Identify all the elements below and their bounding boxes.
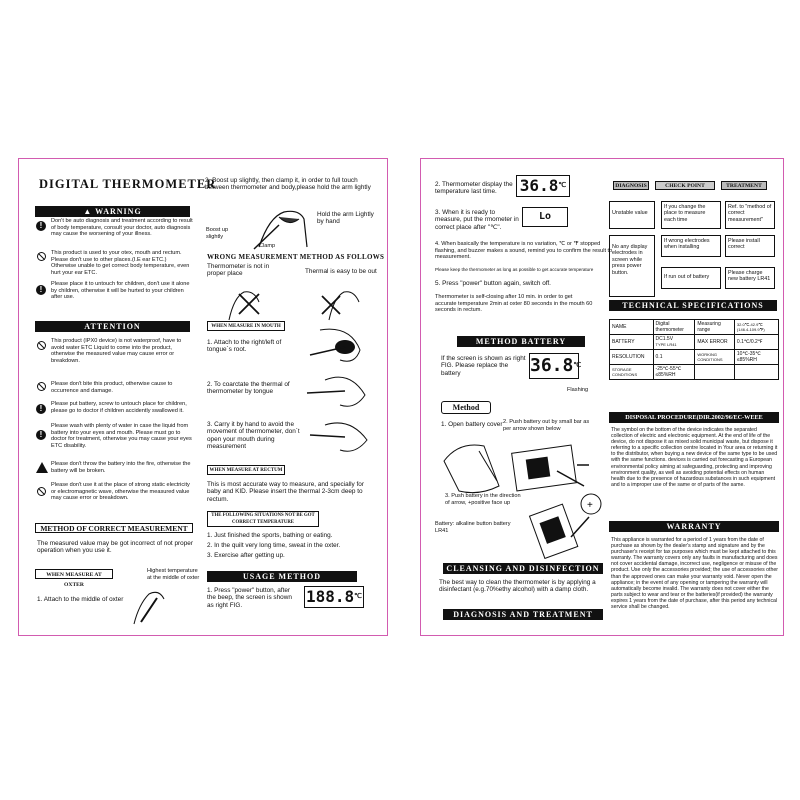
spec-row xyxy=(610,365,779,380)
oxter-header: WHEN MEASURE AT OXTER xyxy=(35,569,113,579)
method-tag: Method xyxy=(441,401,491,414)
no-icon xyxy=(37,341,46,350)
attention-text: Please wash with plenty of water in case the liquid from battery into your eyes and mouth. Please must go to doctor for treatment, otherwise you may cause your eyes ETC disability. xyxy=(51,423,192,449)
spec-label: Measuring range xyxy=(695,320,735,335)
spec-value: -25℃-55℃ ≤85%RH xyxy=(653,365,695,380)
correct-method-text: The measured value may be got incorrect of not proper operation when you use it. xyxy=(37,540,193,555)
battery-insert-illustration xyxy=(521,489,611,559)
attention-text: Please put battery, screw to untouch place for children, please go to doctor if children accidently swallowed it. xyxy=(51,401,187,414)
attention-text: Please don't bite this product, otherwise cause to occurrence and damage. xyxy=(51,381,173,394)
spec-value: 10℃-35℃ ≤85%RH xyxy=(734,350,778,365)
oxter-illustration xyxy=(129,584,169,629)
spec-table xyxy=(609,319,779,380)
document-title: DIGITAL THERMOMETER xyxy=(39,177,217,191)
flashing-caption: Flashing xyxy=(567,387,589,393)
spec-row xyxy=(610,320,779,335)
tech-spec-header: TECHNICAL SPECIFICATIONS xyxy=(609,300,777,311)
spec-label: RESOLUTION xyxy=(610,350,654,365)
diag-cell: Please charge new battery LR41 xyxy=(725,267,775,289)
lcd-lo: Lo xyxy=(522,207,568,227)
warning-header: ▲ WARNING xyxy=(35,206,190,217)
following-item: 1. Just finished the sports, bathing or eating. xyxy=(207,532,333,539)
warning-triangle-icon: ▲ xyxy=(83,207,93,216)
battery-header: METHOD BATTERY REPLACEMENT xyxy=(457,336,585,347)
clamp-step-text: 2. Boost up slightly, then clamp it, in order to full touch between thermometer and body,please hold the arm lightly xyxy=(205,177,371,192)
spec-value: 0.1 xyxy=(653,350,695,365)
disposal-header: DISPOSAL PROCEDURE(DIR.2002/96/EC-WEEE xyxy=(609,412,779,423)
warranty-text: This appliance is warranted for a period of 1 years from the date of purchase as shown by the dealer's stamp and signature and by the purchaser's receipt for tax purposes which must be kept attached to this warranty. The warranty covers only any faults in manufacturing and does not cover accidental damage, incorrect use, negligence or misuse of the product. Use only the accessories provided; the use of accessories other than the approved ones can make your warranty void. Never open the appliance; in the event of any opening or tampering the warranty will automatically become invalid. The warranty does not cover either the parts subject to wear and tear or the batteries(if provided) the warranty expires 1 years from the date of purchase, after this period any technical service shall be changed. xyxy=(611,537,778,611)
diag-cell: Unstable value xyxy=(609,201,655,229)
spec-value: 32.0℃-42.9℃ (146.4-109.9℉) xyxy=(734,320,778,335)
lcd-last-temp: 36.8℃ xyxy=(516,175,570,197)
push-in-text: 3. Push battery in the direction of arrow, +positive face up xyxy=(445,493,521,506)
spec-label: MAX ERROR xyxy=(695,335,735,350)
mouth-step-text: 3. Carry it by hand to avoid the movement of thermometer, don`t open your mouth during measurement xyxy=(207,421,300,451)
attention-header: ATTENTION xyxy=(35,321,190,332)
exclamation-icon: ! xyxy=(36,430,46,440)
spec-value: Digital thermometer xyxy=(653,320,695,335)
mouth-header: WHEN MEASURE IN MOUTH xyxy=(207,321,285,331)
warning-text: Don't be auto diagnosis and treatment according to result of body temperature, consult your doctor, auto diagnosis may cause the worsening of your illness. xyxy=(51,218,193,238)
left-page xyxy=(18,158,388,636)
diag-header-1: DIAGNOSIS xyxy=(613,181,649,190)
warranty-header: WARRANTY xyxy=(609,521,779,532)
diag-cell: If wrong electrodes when installing xyxy=(661,235,721,257)
wrong-method-header: WRONG MEASUREMENT METHOD AS FOLLOWS xyxy=(207,253,385,261)
spec-value: DC1.5V TYPE LR41 xyxy=(653,335,695,350)
warning-text: Please place it to untouch for children, don't use it alone by children, otherwise it will be hurted to your children after use. xyxy=(51,281,190,301)
cleansing-text: The best way to clean the thermometer is by applying a disinfectant (e.g.70%ethy alcohol) with a damp cloth. xyxy=(439,579,596,594)
spec-value: 0.1℃/0.2℉ xyxy=(734,335,778,350)
exclamation-icon: ! xyxy=(36,285,46,295)
right-page xyxy=(420,158,784,636)
following-header: THE FOLLOWING SITUATIONS NOT BE GOT CORRECT TEMPERATURE xyxy=(207,511,319,527)
attention-text: This product (IPX0 device) is not waterproof, have to avoid water ETC Liquid to come into the product, otherwise the measured value may cause error or breakdown. xyxy=(51,338,182,364)
diagnosis-header: DIAGNOSIS AND TREATMENT xyxy=(443,609,603,620)
push-out-text: 2. Push battery out by small bar as per arrow shown below xyxy=(503,419,590,432)
diag-cell: If run out of battery xyxy=(661,267,721,289)
wrong-right-caption: Thermal is easy to be out xyxy=(305,268,377,275)
mouth-step-text: 2. To coarctate the thermal of thermometer by tongue xyxy=(207,381,290,396)
clamp-caption: Clamp xyxy=(259,243,276,249)
highest-temp-caption: Highest temperature at the middle of oxter xyxy=(147,568,200,581)
correct-method-header: METHOD OF CORRECT MEASUREMENT xyxy=(35,523,193,533)
spec-label: WORKING CONDITIONS xyxy=(695,350,735,365)
oxter-step-text: 1. Attach to the middle of oxter xyxy=(37,596,124,603)
wrong-left-caption: Thermometer is not in proper place xyxy=(207,263,270,278)
diag-cell: Please install correct xyxy=(725,235,775,257)
no-icon xyxy=(37,487,46,496)
usage-header: USAGE METHOD xyxy=(207,571,357,582)
diag-cell: If you change the place to measure each time xyxy=(661,201,721,229)
hazard-icon xyxy=(36,462,48,473)
diag-header-2: CHECK POINT xyxy=(655,181,715,190)
step5-text: 5. Press "power" button again, switch off. xyxy=(435,280,551,287)
diag-cell: No any display electrodes in screen while press power button. xyxy=(609,235,655,297)
no-icon xyxy=(37,252,46,261)
prohibit-icon: ! xyxy=(36,221,46,231)
battery-type-text: Battery: alkaline button battery LR41 xyxy=(435,521,511,534)
mouth-step-text: 1. Attach to the right/left of tongue`s root. xyxy=(207,339,282,354)
svg-text:+: + xyxy=(587,500,593,511)
warning-text: This product is used to your otex, mouth and rectum. Please don't use to other places.(I.E ear ETC.) Otherwise unable to get correct body temperature, even hurt your ear ETC. xyxy=(51,250,190,276)
wrong-method-illustration xyxy=(219,282,369,322)
boost-caption: Boost up slightly xyxy=(206,227,229,240)
auto-off-text: Thermometer is self-closing after 10 min. in order to get accurate temperature 2min at oxter 80 seconds in the mouth 60 seconds in rectum. xyxy=(435,294,593,314)
no-icon xyxy=(37,382,46,391)
mouth-illustration xyxy=(305,325,375,465)
following-item: 2. In the quilt very long time, sweat in the oxter. xyxy=(207,542,341,549)
following-item: 3. Exercise after getting up. xyxy=(207,552,285,559)
spec-row xyxy=(610,350,779,365)
diag-header-3: TREATMENT xyxy=(721,181,767,190)
rectum-text: This is most accurate way to measure, and specially for baby and KID. Please insert the thermal 2-3cm deep to rectum. xyxy=(207,481,364,503)
exclamation-icon: ! xyxy=(36,404,46,414)
open-cover-text: 1. Open battery cover xyxy=(441,421,503,428)
spec-label: NAME xyxy=(610,320,654,335)
attention-text: Please don't use it at the place of strong static electricity or electromagnetic wave, otherwise the measured value may cause error or breakdown. xyxy=(51,482,190,502)
step4-text: 4. When basically the temperature is no variation, ℃ or ℉ stopped flashing, and buzzer makes a sound, remind you to confirm the result to measurement. xyxy=(435,241,613,261)
lcd-all-segments: 188.8℃ xyxy=(305,587,363,606)
cleansing-header: CLEANSING AND DISINFECTION xyxy=(443,563,603,574)
hold-caption: Hold the arm Lightly by hand xyxy=(317,211,374,226)
spec-label: BATTERY xyxy=(610,335,654,350)
battery-text: If the screen is shown as right FIG. Please replace the battery xyxy=(441,355,526,377)
disposal-text: The symbol on the bottom of the device indicates the separated collection of electric and electronic equipment. At the end of life of the device, do not dispose it as mixed solid municipal waste, but dispose it referring to a specific collection centre located in Your area or returning it to the distributor, when buying a new device of the same type to be used with the same functions. devices is carried out forecasting a European environmental policy aiming at safeguarding, protecting and improving environment quality, as well as avoiding potential effects on human health due to the presence of hazardous substances in such equipment and to a improper use of the same or of parts of the same. xyxy=(611,427,778,488)
diag-cell: Ref. to "method of correct measurement" xyxy=(725,201,775,229)
rectum-header: WHEN MEASURE AT RECTUM xyxy=(207,465,285,475)
spec-label: STORAGE CONDITIONS xyxy=(610,365,654,380)
keep-note: Please keep the thermometer as long as possible to get accurate temperature xyxy=(435,267,594,272)
spec-row xyxy=(610,335,779,350)
usage-step-text: 1. Press "power" button, after the beep, the screen is shown as right FIG. xyxy=(207,587,292,609)
attention-text: Please don't throw the battery into the fire, otherwise the battery will be broken. xyxy=(51,461,191,474)
step3-text: 3. When it is ready to measure, put the rmometer in correct place after "℃". xyxy=(435,209,519,231)
lcd-flashing: 36.8℃ xyxy=(529,353,579,379)
step2-text: 2. Thermometer display the temperature last time. xyxy=(435,181,513,196)
